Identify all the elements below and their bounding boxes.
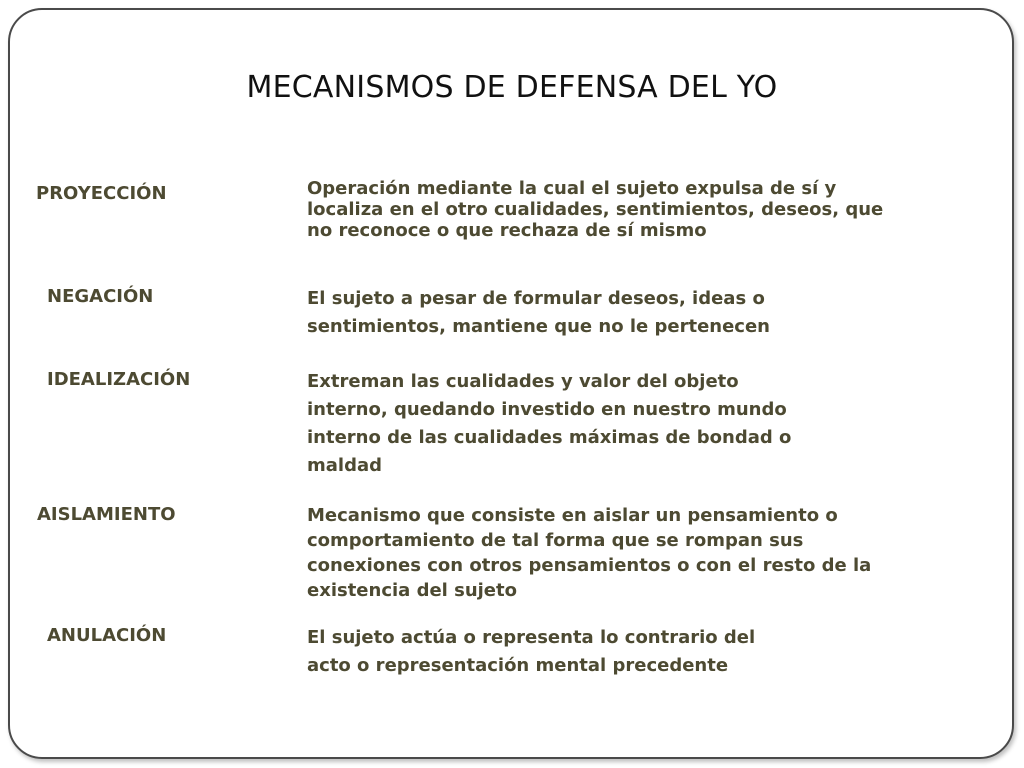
definition-line: interno, quedando investido en nuestro mundo bbox=[307, 399, 787, 420]
definition-line: sentimientos, mantiene que no le pertenecen bbox=[307, 316, 770, 337]
definition-line: comportamiento de tal forma que se rompan sus bbox=[307, 530, 804, 551]
definition-line: no reconoce o que rechaza de sí mismo bbox=[307, 220, 707, 241]
term-idealizacion: IDEALIZACIÓN bbox=[47, 369, 191, 390]
definition-idealizacion bbox=[307, 368, 791, 480]
definition-anulacion bbox=[307, 624, 755, 680]
definition-aislamiento bbox=[307, 503, 871, 603]
term-negacion: NEGACIÓN bbox=[47, 286, 154, 307]
definition-line: El sujeto actúa o representa lo contrario del bbox=[307, 627, 756, 648]
definition-line: Operación mediante la cual el sujeto expulsa de sí y bbox=[307, 178, 837, 199]
definition-negacion bbox=[307, 285, 770, 341]
definition-line: Mecanismo que consiste en aislar un pensamiento o bbox=[307, 505, 838, 526]
definition-line: El sujeto a pesar de formular deseos, ideas o bbox=[307, 288, 765, 309]
definition-line: acto o representación mental precedente bbox=[307, 655, 729, 676]
definition-proyeccion bbox=[307, 178, 883, 241]
term-aislamiento: AISLAMIENTO bbox=[37, 504, 176, 525]
definition-line: interno de las cualidades máximas de bondad o bbox=[307, 427, 792, 448]
page-title: MECANISMOS DE DEFENSA DEL YO bbox=[246, 70, 778, 105]
definition-line: maldad bbox=[307, 455, 382, 476]
definition-line: localiza en el otro cualidades, sentimientos, deseos, que bbox=[307, 199, 884, 220]
definition-line: conexiones con otros pensamientos o con el resto de la bbox=[307, 555, 872, 576]
definition-line: existencia del sujeto bbox=[307, 580, 517, 601]
term-proyeccion: PROYECCIÓN bbox=[36, 183, 167, 204]
term-anulacion: ANULACIÓN bbox=[47, 625, 167, 646]
definition-line: Extreman las cualidades y valor del objeto bbox=[307, 371, 739, 392]
